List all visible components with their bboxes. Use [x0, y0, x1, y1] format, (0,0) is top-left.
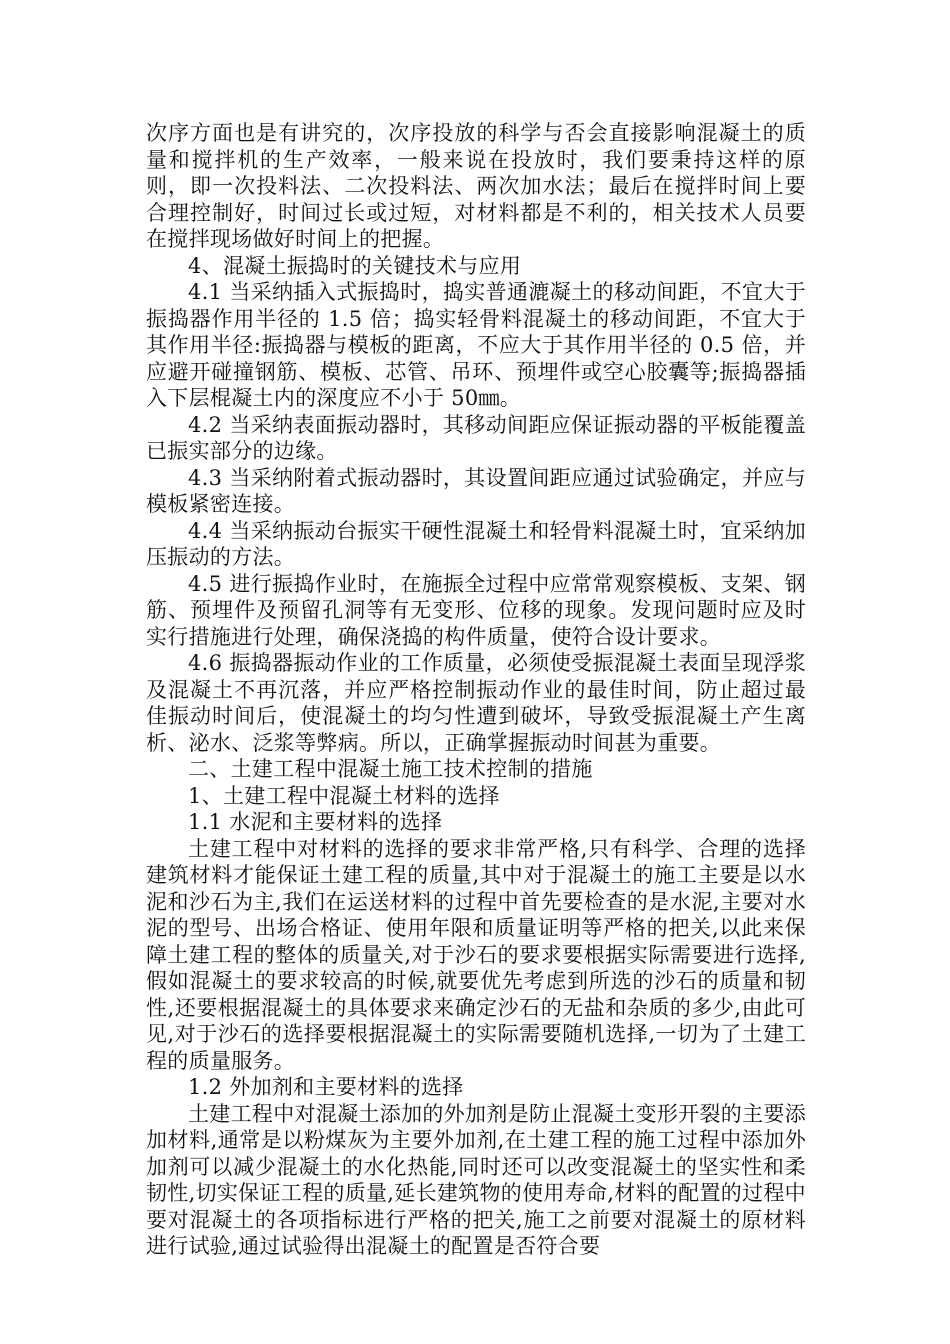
subsection-heading-1-2: 1.2 外加剂和主要材料的选择	[188, 1075, 464, 1099]
paragraph-4-5: 4.5 进行振捣作业时，在施振全过程中应常常观察模板、支架、钢筋、预埋件及预留孔洞等有无变形、位移的现象。发现问题时应及时实行措施进行处理，确保浇捣的构件质量，使符合设计要求。	[146, 571, 806, 649]
subsection-heading-material-selection: 1、土建工程中混凝土材料的选择	[188, 783, 500, 808]
paragraph-4-2: 4.2 当采纳表面振动器时，其移动间距应保证振动器的平板能覆盖已振实部分的边缘。	[146, 412, 806, 463]
paragraph-4-1: 4.1 当采纳插入式振捣时，捣实普通漉凝土的移动间距，不宜大于振捣器作用半径的 1.5 倍；捣实轻骨料混凝土的移动间距，不宜大于其作用半径:振捣器与模板的距离，不应大于其作用半径的 0.5 倍，并应避开碰撞钢筋、模板、芯管、吊环、预埋件或空心胶囊等;振捣器插入下层棍凝土内的深度应不小于 50㎜。	[146, 280, 806, 410]
section-heading-vibration: 4、混凝土振捣时的关键技术与应用	[188, 253, 522, 278]
paragraph-4-6: 4.6 振捣器振动作业的工作质量，必须使受振混凝土表面呈现浮浆及混凝土不再沉落，并应严格控制振动作业的最佳时间，防止超过最佳振动时间后，使混凝土的均匀性遭到破坏，导致受振混凝土产生离析、泌水、泛浆等弊病。所以，正确掌握振动时间甚为重要。	[146, 651, 806, 755]
section-heading-control-measures: 二、土建工程中混凝土施工技术控制的措施	[188, 757, 593, 781]
paragraph-4-3: 4.3 当采纳附着式振动器时，其设置间距应通过试验确定，并应与模板紧密连接。	[146, 465, 806, 516]
paragraph-mixing-sequence: 次序方面也是有讲究的，次序投放的科学与否会直接影响混凝土的质量和搅拌机的生产效率，一般来说在投放时，我们要秉持这样的原则，即一次投料法、二次投料法、两次加水法；最后在搅拌时间上要合理控制好，时间过长或过短，对材料都是不利的，相关技术人员要在搅拌现场做好时间上的把握。	[146, 121, 806, 251]
subsection-heading-1-1: 1.1 水泥和主要材料的选择	[188, 810, 443, 834]
paragraph-4-4: 4.4 当采纳振动台振实干硬性混凝土和轻骨料混凝土时，宜采纳加压振动的方法。	[146, 518, 806, 569]
document-page	[146, 120, 806, 1260]
paragraph-admixture-selection: 土建工程中对混凝土添加的外加剂是防止混凝土变形开裂的主要添加材料,通常是以粉煤灰为主要外加剂,在土建工程的施工过程中添加外加剂可以减少混凝土的水化热能,同时还可以改变混凝土的坚实性和柔韧性,切实保证工程的质量,延长建筑物的使用寿命,材料的配置的过程中要对混凝土的各项指标进行严格的把关,施工之前要对混凝土的原材料进行试验,通过试验得出混凝土的配置是否符合要	[146, 1101, 806, 1258]
paragraph-cement-selection: 土建工程中对材料的选择的要求非常严格,只有科学、合理的选择建筑材料才能保证土建工程的质量,其中对于混凝土的施工主要是以水泥和沙石为主,我们在运送材料的过程中首先要检查的是水泥,主要对水泥的型号、出场合格证、使用年限和质量证明等严格的把关,以此来保障土建工程的整体的质量关,对于沙石的要求要根据实际需要进行选择,假如混凝土的要求较高的时候,就要优先考虑到所选的沙石的质量和韧性,还要根据混凝土的具体要求来确定沙石的无盐和杂质的多少,由此可见,对于沙石的选择要根据混凝土的实际需要随机选择,一切为了土建工程的质量服务。	[146, 836, 806, 1073]
